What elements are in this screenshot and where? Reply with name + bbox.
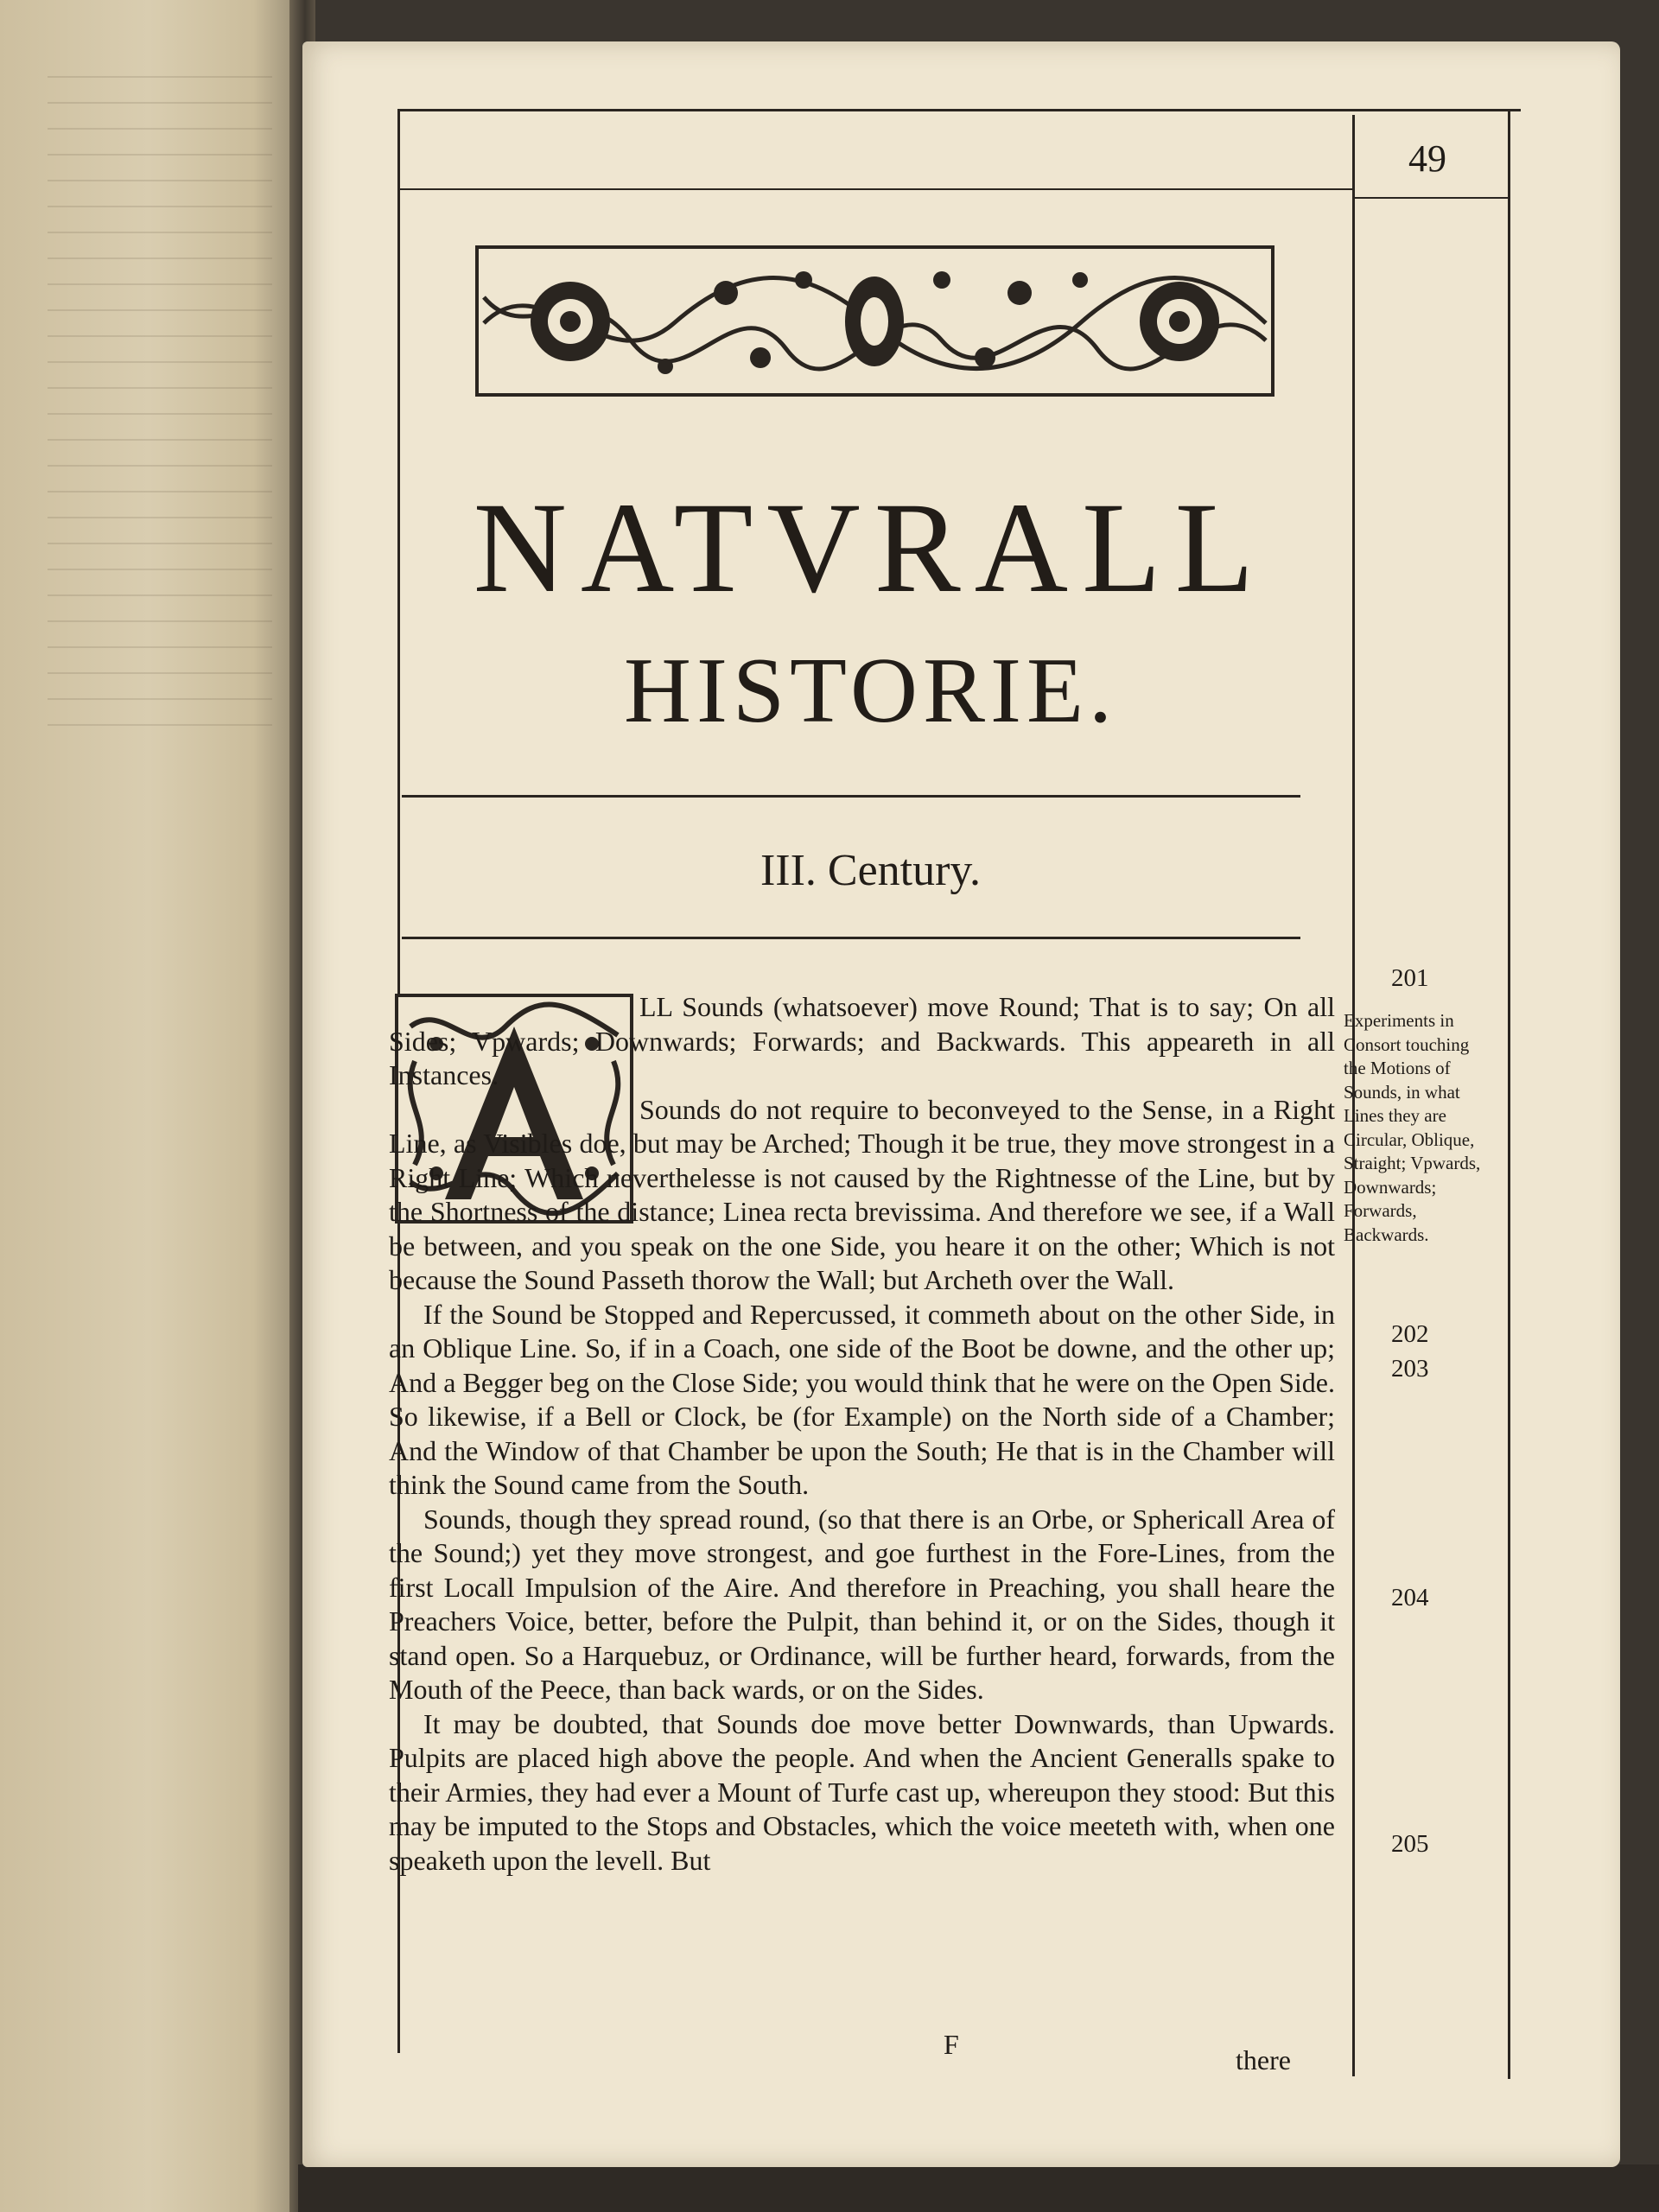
catchword: there [1236, 2044, 1291, 2075]
margin-headline-rule [1355, 197, 1508, 199]
page-number: 49 [1408, 137, 1446, 180]
margin-number: 203 [1391, 1355, 1429, 1382]
book-page [302, 41, 1620, 2167]
paragraph-204: Sounds, though they spread round, (so that there is an Orbe, or Sphericall Area of the Sound;) yet they move strongest, and goe furthest in the Fore-Lines, from the first Locall Impulsion of the Aire. And therefore in Preaching, you shall heare the Preachers Voice, better, before the Pulpit, than behind it, or on the Sides, though it stand open. So a Harquebuz, or Ordinance, will be further heard, forwards, from the Mouth of the Peece, than back wards, or on the Sides. [389, 1503, 1335, 1705]
margin-number: 201 [1391, 964, 1429, 992]
facing-page-text-bleed [48, 52, 272, 743]
frame-rule-right [1508, 109, 1510, 2079]
title-line-2: HISTORIE. [623, 639, 1117, 742]
marginal-note: Experiments in Consort touching the Motions of Sounds, in what Lines they are Circular, Oblique, Straight; Vpwards, Downwards; Forwards, Backwards. [1344, 1010, 1481, 1245]
margin-number: 202 [1391, 1320, 1429, 1348]
title-line-1: NATVRALL [473, 476, 1268, 620]
signature-mark: F [944, 2029, 959, 2060]
margin-number: 204 [1391, 1584, 1429, 1611]
paragraph-205: It may be doubted, that Sounds doe move better Downwards, than Upwards. Pulpits are placed high above the people. And when the Ancient Generalls spake to their Armies, they had ever a Mount of Turfe cast up, whereupon they stood: But this may be imputed to the Stops and Obstacles, which the voice meeteth with, when one speaketh upon the levell. But [389, 1707, 1335, 1876]
paragraph-202: Sounds do not require to beconveyed to the Sense, in a Right Line, as Visibles doe, but may be Arched; Though it be true, they move strongest in a Right Line; Which neverthelesse is not caused by the Rightnesse of the Line, but by the Shortness of the distance; Linea recta brevissima. And therefore we see, if a Wall be between, and you speak on the one Side, you heare it on the other; Which is not because the Sound Passeth thorow the Wall; but Archeth over the Wall. [389, 1093, 1335, 1295]
background-surface [298, 2164, 1659, 2212]
margin-number: 205 [1391, 1830, 1429, 1858]
body-text [389, 990, 1335, 1878]
facing-page [0, 0, 298, 2212]
headpiece-ornament [475, 245, 1274, 397]
title-rule-upper [402, 795, 1300, 798]
paragraph-201: LL Sounds (whatsoever) move Round; That is to say; On all Sides; Vpwards; Downwards; Forwards; and Backwards. This appeareth in all Instances. [389, 991, 1335, 1090]
century-heading: III. Century. [760, 846, 982, 895]
paragraph-203: If the Sound be Stopped and Repercussed, it commeth about on the other Side, in an Oblique Line. So, if in a Coach, one side of the Boot be downe, and the other up; And a Begger beg on the Close Side; you would think that he were on the Open Side. So likewise, if a Bell or Clock, be (for Example) on the North side of a Chamber; And the Window of that Chamber be upon the South; He that is in the Chamber will think the Sound came from the South. [389, 1298, 1335, 1500]
frame-rule-top [397, 109, 1521, 111]
headline-rule [399, 188, 1352, 190]
title-rule-lower [402, 937, 1300, 939]
